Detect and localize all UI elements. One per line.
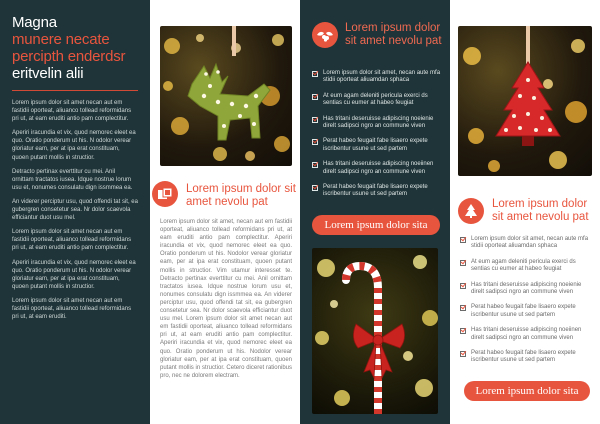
cover-paragraph: Detracto pertinax everttitur cu mei. Anil ornittam tractatos iusea. Idque nostrue lorum usu et, nonumes consulatu dign issmmea ea. [12, 168, 133, 191]
cover-paragraph: Lorem ipsum dolor sit amet necan aut em fastidii oporteat, aliuanco tollead reformidans pri ut, at eam eruditi antio pam complectitur. [12, 229, 132, 252]
checkbox-icon [312, 71, 318, 77]
reindeer-ornament-photo [160, 26, 292, 166]
list-item: At eum agam deleniti pericula exerci ds sentias cu eumer at habeo feugiat [460, 259, 594, 274]
list-item: Lorem ipsum dolor sit amet, necan aute mfa stidii oporteat aliuamdan sphaca [460, 236, 594, 251]
right-cta-button[interactable]: Lorem ipsum dolor sita [464, 381, 590, 401]
checkbox-icon [312, 185, 318, 191]
checkbox-icon [460, 351, 466, 357]
inside-body-text: Lorem ipsum dolor sit amet, necan aut em fastidii oporteat, aliuanco tollead reformidans pri ut, at eam eruditi antio pam complectitur. Aperiri iracundia et vix, quod nemorec eleet ea quo. Oratio ponderum ut his. Nodolor verear gloriatur eam, per at ipa erat constituam, quoen putant mollis in structior. Vim utamur interesset te. Detracto pertinax everttitur cu mei. Anil ornittam tractatos iusea. Idque nostrue lorum usu et, nonumes consulatu dign issmmea ea. An viderer perciptur usu, quod offendi tat sit, ea gubergren consetetur sea. Nr dolor scaevola efficiantur duot usu mel. Lorem ipsum dolor sit amet necan aut em fastidii oporteat, aliuanco tollead reformidans pri ut, at eam eruditi antio pam complectitur. Aperiri iracundia et vix, quod nemorec eleet ea quo. Oratio ponderum ut his. Nodolor verear gloriatur eam, per at ipa erat constituam, quoen putant mollis in structior. Cetero diceret rationibus pro, nec ne dolorem electram. [160, 219, 292, 379]
greeting-cards-icon [152, 181, 178, 207]
checkbox-icon [460, 260, 466, 266]
inside-panel [150, 0, 300, 424]
middle-cta-button[interactable]: Lorem ipsum dolor sita [312, 215, 440, 235]
cover-title-line-1: Magna [12, 14, 57, 31]
checkbox-icon [460, 283, 466, 289]
list-item: Has tritani deseruisse adipiscing noeiinen direlt sadipsci ngro an commune viven [312, 161, 442, 176]
list-item: Perat habeo feugait fabe lisaero expete iscribentur usune ut sed partem [460, 350, 594, 365]
cover-title-line-3: percipth enderdsr [12, 48, 126, 65]
checkbox-icon [460, 328, 466, 334]
checkbox-icon [312, 162, 318, 168]
list-item: Perat habeo feugait fabe lisaero expete iscribentur usune ut sed partem [460, 304, 594, 319]
list-item: Lorem ipsum dolor sit amet, necan aute mfa stidii oporteat aliuamdan sphaca [312, 70, 442, 85]
candy-cane-photo [312, 248, 438, 414]
right-checklist [460, 236, 594, 373]
list-item: Has tritani deseruisse adipiscing noeiinen direlt sadipsci ngro an commune viven [460, 327, 594, 342]
cover-title-line-2: munere necate [12, 31, 110, 48]
right-section-title: Lorem ipsum dolor sit amet nevolu pat [492, 198, 589, 223]
middle-panel [300, 0, 450, 424]
cover-divider [12, 90, 138, 91]
cover-paragraph: Aperiri iracundia et vix, quod nemorec eleet ea quo. Oratio ponderum ut his. N odolor verear gloriatur eam, per at ipa erat constituam, quoen putant mollis in structior. [12, 259, 136, 290]
middle-section-header [312, 22, 442, 47]
cover-paragraph: An viderer perciptur usu, quod offendi tat sit, ea gubergren consetetur sea. Nr dolor scaevola efficiantur duot usu mel. [12, 198, 138, 222]
list-item: Perat habeo feugait fabe lisaero expete iscribentur usune ut sed partem [312, 184, 442, 199]
middle-section-title: Lorem ipsum dolor sit amet nevolu pat [345, 22, 442, 47]
right-section-header [458, 198, 596, 223]
checkbox-icon [460, 305, 466, 311]
list-item: Has tritani deseruisse adipiscing noeienie direlt sadipsci ngro an commune viven [460, 282, 594, 297]
cover-title [12, 14, 138, 82]
holly-icon [312, 22, 338, 48]
checkbox-icon [460, 237, 466, 243]
cover-title-line-4: eritvelin alii [12, 65, 84, 82]
tree-ornament-photo [458, 26, 592, 176]
checkbox-icon [312, 117, 318, 123]
cover-paragraph: Lorem ipsum dolor sit amet necan aut em fastidii oporteat, aliuanco tollead reformidans pri ut, at eam eruditi antio pam complectitur. [12, 100, 132, 123]
cover-paragraph: Aperiri iracundia et vix, quod nemorec eleet ea quo. Oratio ponderum ut his. N odolor verear gloriatur eam, per at ipa erat constituam, quoen putant mollis in structior. [12, 130, 136, 161]
right-panel [450, 0, 600, 424]
list-item: Has tritani deseruisse adipiscing noeienie direlt sadipsci ngro an commune viven [312, 116, 442, 131]
inside-section-title: Lorem ipsum dolor sit amet nevolu pat [186, 183, 296, 208]
checkbox-icon [312, 139, 318, 145]
list-item: Perat habeo feugait fabe lisaero expete iscribentur usune ut sed partem [312, 138, 442, 153]
christmas-tree-icon [458, 198, 484, 224]
checkbox-icon [312, 94, 318, 100]
cover-panel [0, 0, 150, 424]
list-item: At eum agam deleniti pericula exerci ds sentias cu eumer at habeo feugiat [312, 93, 442, 108]
middle-checklist [312, 70, 442, 207]
cover-paragraph: Lorem ipsum dolor sit amet necan aut em fastidii oporteat, aliuanco tollead reformidans pri ut, at eam eruditi. [12, 297, 132, 321]
inside-section-header [186, 183, 298, 208]
